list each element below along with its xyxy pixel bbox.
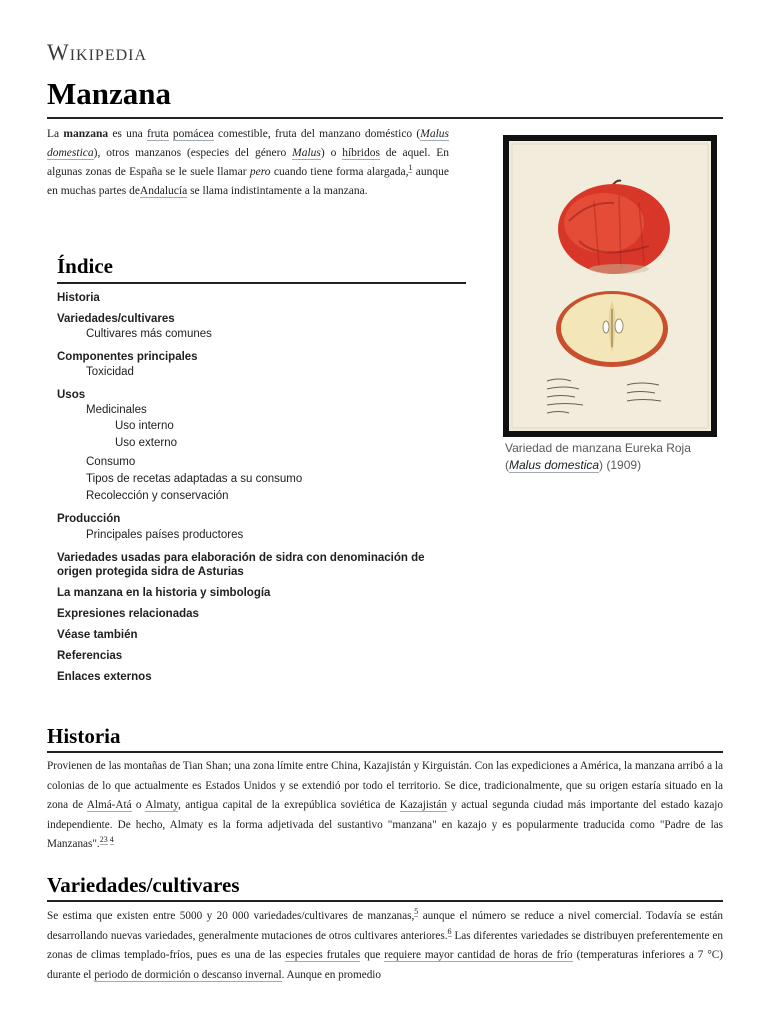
toc-item-recoleccion[interactable]: Recolección y conservación (86, 490, 229, 502)
section-divider (47, 751, 723, 753)
variedades-text: (temperaturas inferiores a 7 °C) durante el (47, 949, 723, 981)
caption-text: ) (1909) (599, 458, 642, 472)
link-caption-malus[interactable] (509, 458, 599, 473)
intro-paragraph (47, 125, 449, 201)
variedades-text: Las diferentes variedades se distribuyen preferentemente en zonas de climas templado-fríos, pues es una de las (47, 929, 723, 961)
intro-text: cuando tiene forma alargada, (270, 166, 409, 178)
link-pomacea[interactable]: pomácea (172, 128, 214, 140)
variedades-paragraph (47, 907, 723, 1019)
intro-term: manzana (63, 128, 109, 140)
toc-item-tipos-recetas[interactable]: Tipos de recetas adaptadas a su consumo (86, 473, 303, 485)
figure-caption (505, 440, 720, 474)
toc-item-historia-simbologia[interactable]: La manzana en la historia y simbología (57, 587, 271, 599)
intro-text: comestible, fruta del manzano doméstico ( (213, 128, 421, 140)
toc-divider (57, 282, 466, 284)
variedades-text: . Aunque en promedio (281, 968, 381, 981)
page-title: Manzana (47, 76, 171, 111)
toc-item-variedades[interactable]: Variedades/cultivares (57, 313, 175, 325)
toc-item-historia[interactable]: Historia (57, 292, 100, 304)
link-horas-frio[interactable]: requiere mayor cantidad de horas de frío (384, 949, 573, 961)
variedades-text: aunque el número se reduce a nivel comercial. Todavía se están desarrollando nuevas variedades, generalmente mutaciones de otros cultivares anteriores. (47, 910, 723, 942)
link-hibridos[interactable]: híbridos (342, 147, 380, 159)
intro-text: La (47, 128, 64, 140)
link-dormicion[interactable]: periodo de dormición o descanso invernal (94, 968, 282, 981)
variedades-text: Se estima que existen entre 5000 y 20 000 variedades/cultivares de manzanas, (47, 910, 415, 922)
link-kazajistan[interactable]: Kazajistán (399, 799, 447, 811)
toc-item-usos[interactable]: Usos (57, 389, 86, 401)
link-almaty[interactable]: Almaty (145, 799, 179, 811)
intro-text: se llama indistintamente a la manzana. (187, 185, 368, 197)
intro-text: aunque en muchas partes de (47, 166, 450, 197)
link-alma-ata[interactable]: Almá-Atá (86, 799, 132, 811)
link-andalucia[interactable]: Andalucía (139, 185, 188, 197)
section-divider (47, 900, 723, 902)
link-label: Malus domestica (47, 128, 449, 159)
intro-term-pero: pero (249, 166, 271, 178)
toc-item-cultivares-comunes[interactable]: Cultivares más comunes (86, 328, 212, 340)
toc-item-toxicidad[interactable]: Toxicidad (86, 366, 134, 378)
historia-text: o (131, 799, 146, 811)
historia-text: y actual segunda ciudad más importante del estado kazajo independiente. De hecho, Almaty es la forma adjetivada del sustantivo "manzana" en kazajo y es popularmente traducida como "Padre de las Manzanas". (47, 799, 723, 850)
ref-1[interactable]: 1 (408, 163, 413, 173)
apple-watercolor-image (509, 141, 711, 431)
toc-item-enlaces-externos[interactable]: Enlaces externos (57, 671, 152, 683)
toc-item-sidra[interactable]: Variedades usadas para elaboración de sidra con denominación de origen protegida sidra de Asturias (57, 552, 425, 578)
historia-text: , antigua capital de la exrepública soviética de (178, 799, 400, 811)
section-heading-historia: Historia (47, 724, 121, 748)
link-malus[interactable] (292, 147, 321, 160)
ref-3[interactable]: 3 (103, 835, 108, 845)
intro-text: de aquel. En algunas zonas de España se le suele llamar (47, 147, 449, 178)
ref-5[interactable]: 5 (414, 907, 419, 917)
link-especies-frutales[interactable]: especies frutales (285, 949, 361, 961)
link-label: Malus (292, 147, 321, 159)
apple-illustration[interactable] (503, 135, 717, 437)
intro-text: ), otros manzanos (especies del género (93, 147, 293, 159)
toc-item-vease-tambien[interactable]: Véase también (57, 629, 138, 641)
historia-paragraph (47, 757, 723, 855)
caption-text: Variedad de manzana Eureka Roja ( (505, 441, 691, 472)
variedades-text: que (360, 949, 385, 961)
toc-item-consumo[interactable]: Consumo (86, 456, 136, 468)
link-label: Malus domestica (509, 458, 600, 472)
intro-text: ) o (320, 147, 343, 159)
toc-item-uso-interno[interactable]: Uso interno (115, 420, 174, 432)
ref-6[interactable]: 6 (447, 926, 452, 936)
intro-text: es una (108, 128, 147, 140)
ref-2[interactable]: 2 (99, 835, 104, 845)
toc-item-componentes[interactable]: Componentes principales (57, 351, 198, 363)
toc-item-expresiones[interactable]: Expresiones relacionadas (57, 608, 199, 620)
wikipedia-wordmark[interactable]: Wikipedia (47, 40, 148, 65)
toc-item-uso-externo[interactable]: Uso externo (115, 437, 178, 449)
toc-item-paises-productores[interactable]: Principales países productores (86, 529, 244, 541)
historia-text: Provienen de las montañas de Tian Shan; una zona límite entre China, Kazajistán y Kirguistán. Con las expediciones a América, la manzana arribó a la colonias de lo que actualmente es Estados Unidos y se extendió por todo el territorio. Se dice, tradicionalmente, que su origen estaría situado en la zona de (47, 760, 723, 811)
section-heading-variedades: Variedades/cultivares (47, 873, 240, 897)
link-fruta[interactable]: fruta (146, 128, 169, 140)
toc-item-produccion[interactable]: Producción (57, 513, 121, 525)
toc-item-medicinales[interactable]: Medicinales (86, 404, 147, 416)
ref-4[interactable]: 4 (109, 835, 114, 845)
toc-title: Índice (57, 254, 114, 278)
toc-item-referencias[interactable]: Referencias (57, 650, 123, 662)
title-divider (47, 117, 723, 119)
